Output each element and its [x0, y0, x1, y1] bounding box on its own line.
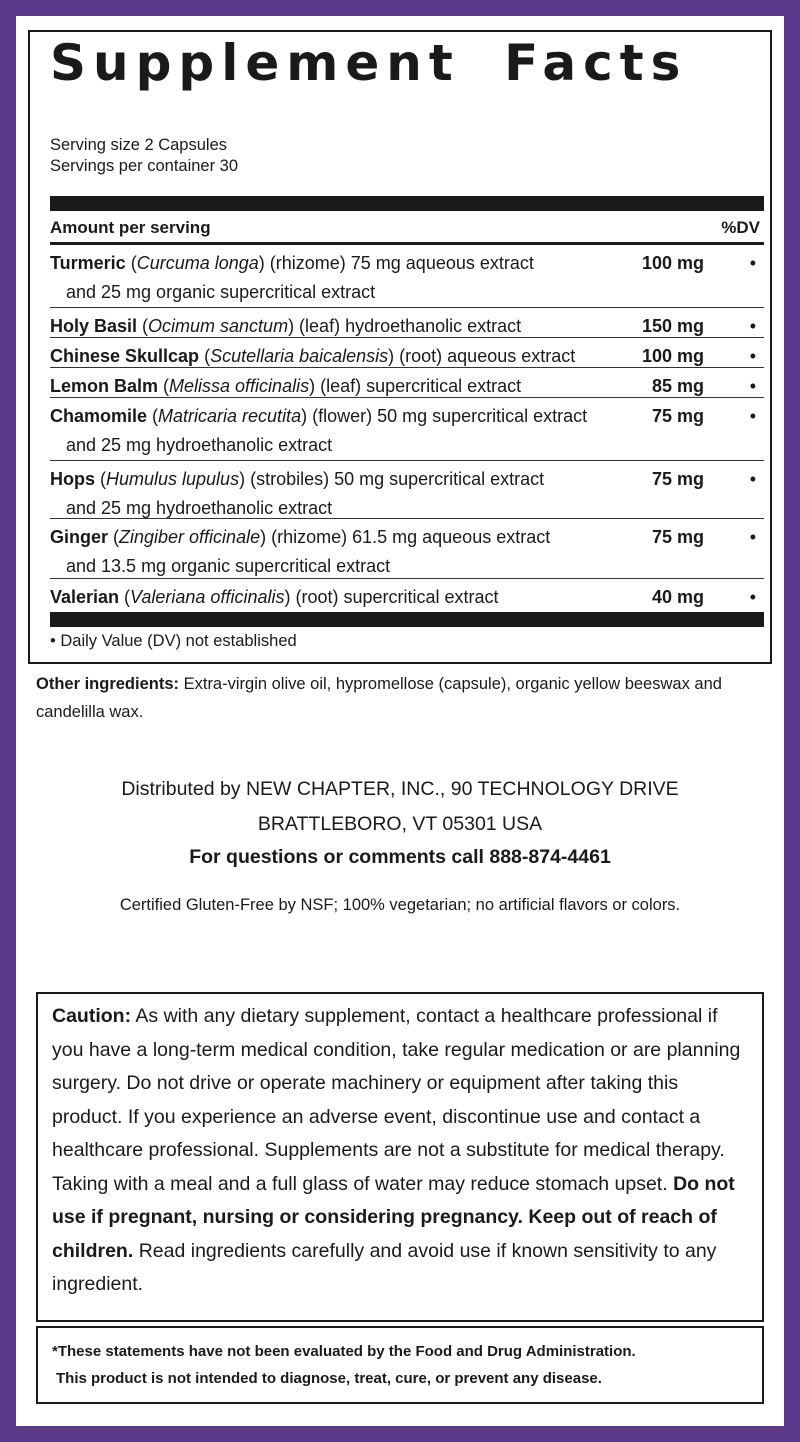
ingredient-name: Turmeric [50, 253, 126, 273]
ingredient-dv: • [749, 469, 756, 489]
ingredient-detail: ) (rhizome) 75 mg aqueous extract [258, 253, 534, 273]
ingredient-dv: • [749, 346, 756, 366]
ingredient-amount: 85 mg [651, 376, 704, 396]
ingredient-paren: ( [95, 469, 106, 489]
ingredient-description [50, 249, 610, 307]
ingredient-row [50, 338, 764, 368]
ingredient-amount: 75 mg [651, 469, 704, 489]
ingredient-description [50, 372, 610, 401]
distributor-line1: Distributed by NEW CHAPTER, INC., 90 TECHNOLOGY DRIVE [121, 778, 679, 800]
ingredient-description [50, 583, 610, 612]
ingredient-row [50, 398, 764, 461]
ingredient-paren: ( [125, 253, 137, 273]
ingredient-detail-line2: and 13.5 mg organic supercritical extract [66, 556, 391, 576]
ingredient-latin: Matricaria recutita [158, 406, 302, 426]
ingredient-latin: Scutellaria baicalensis [210, 346, 389, 366]
ingredient-detail: ) (root) supercritical extract [284, 587, 499, 607]
ingredient-paren: ( [119, 587, 131, 607]
ingredient-description [50, 312, 610, 341]
ingredient-amount: 40 mg [651, 587, 704, 607]
ingredient-latin: Zingiber officinale [119, 527, 261, 547]
ingredient-detail: ) (leaf) supercritical extract [309, 376, 522, 396]
dv-header: %DV [721, 218, 760, 237]
ingredient-paren: ( [108, 527, 120, 547]
ingredient-row [50, 308, 764, 338]
caution-text-end: Read ingredients carefully and avoid use if known sensitivity to any ingredient. [52, 1239, 717, 1295]
ingredient-detail: ) (strobiles) 50 mg supercritical extract [239, 469, 545, 489]
ingredient-name: Chamomile [50, 406, 148, 426]
ingredient-amount: 75 mg [651, 406, 704, 426]
ingredient-description [50, 523, 610, 581]
caution-box [36, 992, 764, 1322]
ingredient-amount: 150 mg [641, 316, 704, 336]
ingredient-name: Ginger [50, 527, 109, 547]
ingredient-name: Valerian [50, 587, 120, 607]
ingredient-latin: Melissa officinalis [169, 376, 310, 396]
amount-per-serving-header: Amount per serving [50, 218, 211, 237]
ingredient-latin: Humulus lupulus [106, 469, 240, 489]
ingredient-row [50, 519, 764, 579]
caution-warning: Do not use if pregnant, nursing or considering pregnancy. Keep out of reach of children. [52, 1172, 735, 1262]
ingredient-description [50, 402, 610, 460]
ingredient-detail: ) (leaf) hydroethanolic extract [288, 316, 522, 336]
thick-divider-top [50, 196, 764, 211]
ingredient-paren: ( [199, 346, 211, 366]
dv-footnote: • Daily Value (DV) not established [50, 632, 297, 650]
ingredient-dv: • [749, 587, 756, 607]
ingredient-row [50, 245, 764, 308]
caution-label: Caution: [52, 1005, 132, 1027]
ingredient-detail-line2: and 25 mg hydroethanolic extract [66, 498, 333, 518]
ingredient-rows [50, 245, 764, 611]
ingredient-detail: ) (rhizome) 61.5 mg aqueous extract [260, 527, 551, 547]
fda-disclaimer-line1: *These statements have not been evaluated by the Food and Drug Administration. [52, 1343, 636, 1360]
ingredient-row [50, 461, 764, 519]
servings-per-container: Servings per container 30 [50, 157, 239, 175]
ingredient-dv: • [749, 406, 756, 426]
ingredient-dv: • [749, 316, 756, 336]
ingredient-latin: Valeriana officinalis [130, 587, 285, 607]
serving-size: Serving size 2 Capsules [50, 136, 228, 154]
caution-text: As with any dietary supplement, contact a healthcare professional if you have a long-term medical condition, take regular medication or are planning surgery. Do not drive or operate machinery or equipment after taking this product. If you experience an adverse event, discontinue use and contact a healthcare professional. Supplements are not a substitute for medical therapy. Taking with a meal and a full glass of water may reduce stomach upset. [52, 1005, 741, 1195]
ingredient-row [50, 579, 764, 611]
ingredient-amount: 100 mg [641, 346, 704, 366]
contact-line: For questions or comments call 888-874-4461 [189, 846, 611, 868]
other-ingredients-label: Other ingredients: [36, 675, 180, 693]
fda-disclaimer-box [36, 1326, 764, 1404]
ingredient-name: Chinese Skullcap [50, 346, 200, 366]
ingredient-latin: Ocimum sanctum [148, 316, 289, 336]
ingredient-name: Holy Basil [50, 316, 138, 336]
certification-text: Certified Gluten-Free by NSF; 100% vegetarian; no artificial flavors or colors. [119, 896, 681, 914]
ingredient-dv: • [749, 376, 756, 396]
thick-divider-bottom [50, 612, 764, 627]
ingredient-detail-line2: and 25 mg hydroethanolic extract [66, 435, 333, 455]
supplement-facts-box [28, 30, 772, 664]
ingredient-name: Lemon Balm [50, 376, 159, 396]
ingredient-paren: ( [147, 406, 159, 426]
other-ingredients [36, 670, 764, 726]
ingredient-name: Hops [50, 469, 95, 489]
other-ingredients-text: Extra-virgin olive oil, hypromellose (capsule), organic yellow beeswax and candelilla wax. [36, 675, 722, 721]
ingredient-amount: 100 mg [641, 253, 704, 273]
facts-title: Supplement Facts [50, 34, 688, 92]
ingredient-latin: Curcuma longa [136, 253, 259, 273]
ingredient-dv: • [749, 253, 756, 273]
ingredient-description [50, 342, 610, 371]
distributor-line2: BRATTLEBORO, VT 05301 USA [257, 813, 543, 835]
ingredient-detail: ) (root) aqueous extract [388, 346, 576, 366]
ingredient-amount: 75 mg [651, 527, 704, 547]
ingredient-detail-line2: and 25 mg organic supercritical extract [66, 282, 376, 302]
ingredient-detail: ) (flower) 50 mg supercritical extract [301, 406, 588, 426]
label-panel [16, 16, 784, 1426]
ingredient-paren: ( [137, 316, 149, 336]
ingredient-description [50, 465, 610, 523]
fda-disclaimer-line2: This product is not intended to diagnose, treat, cure, or prevent any disease. [56, 1370, 602, 1387]
ingredient-row [50, 368, 764, 398]
ingredient-dv: • [749, 527, 756, 547]
ingredient-paren: ( [158, 376, 170, 396]
